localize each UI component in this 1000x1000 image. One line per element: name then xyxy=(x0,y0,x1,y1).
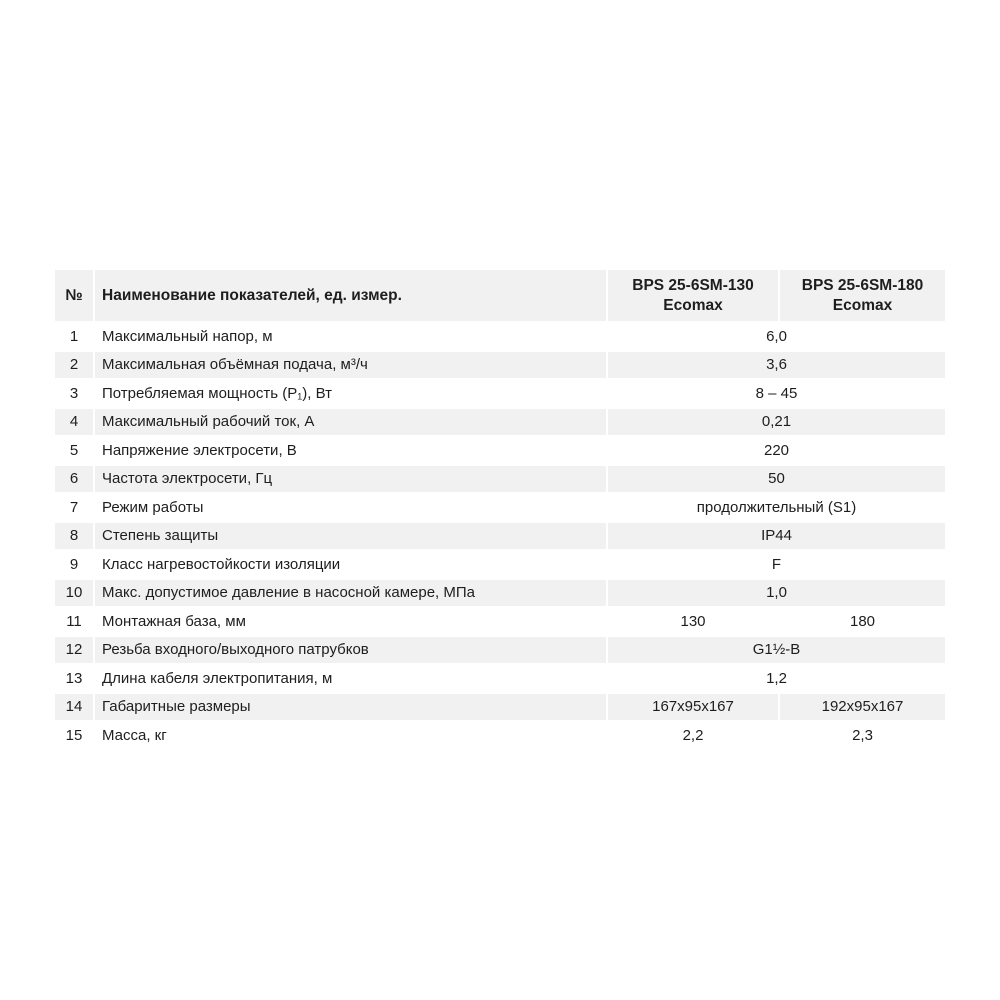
row-value-model-130: 167x95x167 xyxy=(608,692,780,721)
row-value-shared: 6,0 xyxy=(608,321,945,350)
row-parameter: Максимальный напор, м xyxy=(95,321,608,350)
table-row xyxy=(55,407,945,436)
row-value-shared: 1,2 xyxy=(608,663,945,692)
row-parameter: Макс. допустимое давление в насосной камере, МПа xyxy=(95,578,608,607)
header-model-130-series: Ecomax xyxy=(663,296,723,314)
row-parameter: Класс нагревостойкости изоляции xyxy=(95,549,608,578)
table-row xyxy=(55,435,945,464)
row-number: 7 xyxy=(55,492,95,521)
row-number: 5 xyxy=(55,435,95,464)
header-parameter-name: Наименование показателей, ед. измер. xyxy=(95,270,608,321)
table-row xyxy=(55,549,945,578)
row-number: 6 xyxy=(55,464,95,493)
row-parameter: Габаритные размеры xyxy=(95,692,608,721)
table-header-row xyxy=(55,270,945,321)
row-parameter: Масса, кг xyxy=(95,720,608,749)
row-parameter: Длина кабеля электропитания, м xyxy=(95,663,608,692)
header-model-130 xyxy=(608,270,780,321)
row-value-shared: 0,21 xyxy=(608,407,945,436)
row-value-model-180: 180 xyxy=(780,606,945,635)
table-row xyxy=(55,606,945,635)
table-row xyxy=(55,635,945,664)
row-parameter: Максимальная объёмная подача, м³/ч xyxy=(95,350,608,379)
row-parameter: Монтажная база, мм xyxy=(95,606,608,635)
row-value-shared: 1,0 xyxy=(608,578,945,607)
row-number: 15 xyxy=(55,720,95,749)
header-model-130-name: BPS 25-6SM-130 xyxy=(632,276,754,294)
table-row xyxy=(55,321,945,350)
header-model-180 xyxy=(780,270,945,321)
table-row xyxy=(55,378,945,407)
row-value-shared: 3,6 xyxy=(608,350,945,379)
row-number: 8 xyxy=(55,521,95,550)
row-parameter: Режим работы xyxy=(95,492,608,521)
row-number: 4 xyxy=(55,407,95,436)
row-value-shared: F xyxy=(608,549,945,578)
table-row xyxy=(55,720,945,749)
row-number: 9 xyxy=(55,549,95,578)
table-row xyxy=(55,492,945,521)
row-parameter: Резьба входного/выходного патрубков xyxy=(95,635,608,664)
row-value-shared: 50 xyxy=(608,464,945,493)
row-number: 10 xyxy=(55,578,95,607)
row-value-model-130: 130 xyxy=(608,606,780,635)
row-parameter: Напряжение электросети, В xyxy=(95,435,608,464)
row-value-shared: G1½-B xyxy=(608,635,945,664)
row-number: 11 xyxy=(55,606,95,635)
row-parameter: Потребляемая мощность (P₁), Вт xyxy=(95,378,608,407)
row-number: 1 xyxy=(55,321,95,350)
row-number: 2 xyxy=(55,350,95,379)
table-row xyxy=(55,464,945,493)
row-value-shared: продолжительный (S1) xyxy=(608,492,945,521)
row-number: 14 xyxy=(55,692,95,721)
row-value-model-130: 2,2 xyxy=(608,720,780,749)
row-parameter: Степень защиты xyxy=(95,521,608,550)
row-parameter: Максимальный рабочий ток, А xyxy=(95,407,608,436)
row-value-shared: 8 – 45 xyxy=(608,378,945,407)
header-number: № xyxy=(55,270,95,321)
table-row xyxy=(55,692,945,721)
row-value-model-180: 192x95x167 xyxy=(780,692,945,721)
specifications-table xyxy=(55,270,945,749)
row-value-model-180: 2,3 xyxy=(780,720,945,749)
row-number: 13 xyxy=(55,663,95,692)
header-model-180-name: BPS 25-6SM-180 xyxy=(801,276,924,294)
row-parameter: Частота электросети, Гц xyxy=(95,464,608,493)
row-value-shared: IP44 xyxy=(608,521,945,550)
table-row xyxy=(55,521,945,550)
row-value-shared: 220 xyxy=(608,435,945,464)
table-row xyxy=(55,663,945,692)
table-row xyxy=(55,350,945,379)
table-row xyxy=(55,578,945,607)
row-number: 12 xyxy=(55,635,95,664)
row-number: 3 xyxy=(55,378,95,407)
header-model-180-series: Ecomax xyxy=(832,296,893,314)
